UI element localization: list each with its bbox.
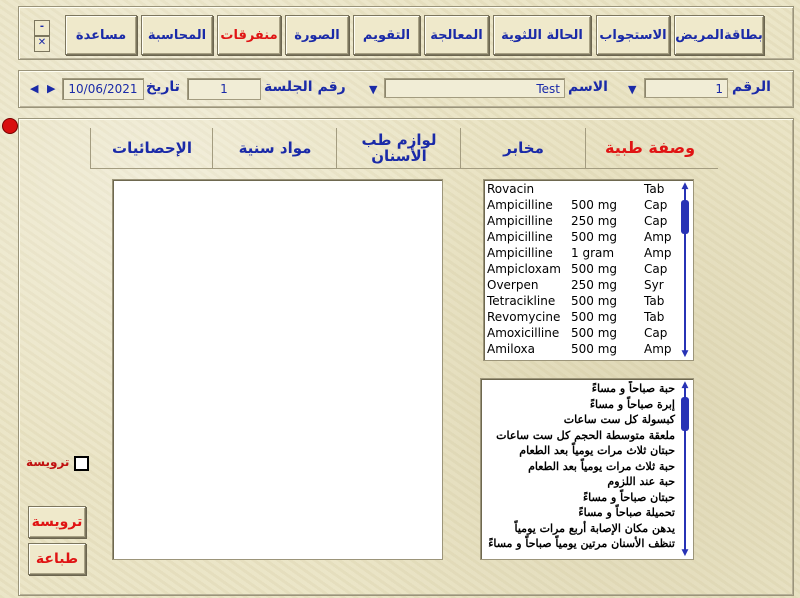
tab-dental-materials[interactable]: مواد سنية (212, 128, 337, 168)
drug-dose: 500 mg (571, 326, 618, 340)
drug-list-scrollbar[interactable] (679, 182, 691, 358)
date-field[interactable] (62, 78, 144, 100)
prescription-text-area[interactable] (112, 179, 443, 560)
dosage-list-item[interactable]: حبة عند اللزوم (607, 475, 675, 488)
drug-form: Amp (644, 230, 672, 244)
toolbar-btn-interrogation[interactable]: الاستجواب (596, 15, 670, 55)
dosage-list-item[interactable]: إبرة صباحاً و مساءً (589, 397, 675, 411)
print-button[interactable]: طباعة (28, 543, 86, 575)
drug-dose: 500 mg (571, 342, 618, 356)
number-label: الرقم (732, 79, 771, 95)
drug-list-item[interactable] (487, 310, 675, 326)
dosage-list-item[interactable]: ملعقة متوسطة الحجم كل ست ساعات (496, 428, 675, 442)
drug-list-item[interactable] (487, 294, 675, 310)
session-value: 1 (220, 82, 228, 96)
drug-list-item[interactable] (487, 246, 675, 262)
date-next-icon[interactable]: ▶ (47, 82, 56, 95)
drug-dose: 250 mg (571, 214, 618, 228)
drug-list-item[interactable] (487, 342, 675, 358)
number-field[interactable] (644, 78, 728, 98)
tab-dental-supplies[interactable]: لوازم طب الأسنان (336, 128, 461, 168)
scroll-thumb[interactable] (681, 200, 689, 234)
drug-name: Tetracikline (487, 294, 556, 308)
name-dropdown-icon[interactable]: ▼ (369, 83, 378, 96)
tab-prescription[interactable]: وصفة طبية (585, 128, 714, 168)
drug-dose: 500 mg (571, 294, 618, 308)
drug-name: Revomycine (487, 310, 561, 324)
drug-form: Tab (644, 294, 665, 308)
session-field[interactable] (187, 78, 261, 100)
date-prev-icon[interactable]: ◀ (30, 82, 39, 95)
drug-name: Ampicloxam (487, 262, 561, 276)
dosage-list-item[interactable]: حبتان ثلاث مرات يومياً بعد الطعام (519, 444, 675, 457)
dosage-list-item[interactable]: تحميلة صباحاً و مساءً (578, 506, 675, 519)
name-label: الاسم (568, 79, 608, 95)
dosage-list-item[interactable]: يدهن مكان الإصابة أربع مرات يومياً (514, 521, 675, 535)
dosage-list-item[interactable]: تنظف الأسنان مرتين يومياً صباحاً و مساءً (488, 537, 675, 550)
minimize-button[interactable]: - (34, 20, 50, 36)
drug-list-item[interactable] (487, 230, 675, 246)
drug-name: Ampicilline (487, 246, 553, 260)
drug-name: Ampicilline (487, 198, 553, 212)
drug-list-item[interactable] (487, 326, 675, 342)
header-button[interactable]: ترويسة (28, 506, 86, 538)
status-dot-icon (2, 118, 18, 134)
close-button[interactable]: ✕ (34, 36, 50, 52)
date-value: 10/06/2021 (68, 82, 138, 96)
tab-labs[interactable]: مخابر (460, 128, 586, 168)
drug-list-item[interactable] (487, 198, 675, 214)
toolbar-btn-patient-card[interactable]: بطاقةالمريض (674, 15, 764, 55)
drug-name: Overpen (487, 278, 539, 292)
dosage-list-item[interactable]: كبسولة كل ست ساعات (563, 413, 675, 426)
number-value: 1 (715, 82, 723, 96)
toolbar-btn-image[interactable]: الصورة (285, 15, 349, 55)
dosage-list-item[interactable]: حبة ثلاث مرات يومياً بعد الطعام (528, 459, 675, 473)
drug-name: Rovacin (487, 182, 535, 196)
scroll-down-icon[interactable]: ▼ (681, 349, 689, 359)
drug-dose: 1 gram (571, 246, 615, 260)
drug-dose: 250 mg (571, 278, 618, 292)
drug-form: Cap (644, 326, 668, 340)
scroll-thumb[interactable] (681, 397, 689, 431)
drug-dose: 500 mg (571, 262, 618, 276)
name-field[interactable] (384, 78, 565, 98)
drug-list-item[interactable] (487, 214, 675, 230)
dosage-list[interactable] (480, 378, 694, 560)
drug-list[interactable] (483, 179, 694, 361)
toolbar-btn-treatment[interactable]: المعالجة (424, 15, 489, 55)
drug-form: Cap (644, 214, 668, 228)
toolbar-btn-misc[interactable]: منفرقات (217, 15, 281, 55)
drug-name: Ampicilline (487, 230, 553, 244)
name-value: Test (536, 82, 560, 96)
drug-list-item[interactable] (487, 182, 675, 198)
drug-name: Ampicilline (487, 214, 553, 228)
dosage-list-item[interactable]: حبة صباحاً و مساءً (591, 382, 675, 395)
scroll-up-icon[interactable]: ▲ (681, 380, 689, 390)
drug-list-item[interactable] (487, 278, 675, 294)
drug-name: Amoxicilline (487, 326, 560, 340)
dosage-list-item[interactable]: حبتان صباحاً و مساءً (582, 490, 675, 504)
drug-dose: 500 mg (571, 310, 618, 324)
header-checkbox-label: ترويسة (26, 455, 70, 469)
drug-name: Amiloxa (487, 342, 535, 356)
date-label: تاريخ (146, 79, 180, 95)
scroll-up-icon[interactable]: ▲ (681, 181, 689, 191)
drug-form: Tab (644, 310, 665, 324)
drug-dose: 500 mg (571, 230, 618, 244)
toolbar-btn-periodontal[interactable]: الحالة اللثوية (493, 15, 591, 55)
drug-list-item[interactable] (487, 262, 675, 278)
toolbar-btn-help[interactable]: مساعدة (65, 15, 137, 55)
drug-form: Cap (644, 198, 668, 212)
toolbar-btn-accounting[interactable]: المحاسبة (141, 15, 213, 55)
drug-form: Syr (644, 278, 664, 292)
header-checkbox[interactable] (74, 456, 89, 471)
toolbar-btn-orthodontics[interactable]: التقويم (353, 15, 420, 55)
drug-dose: 500 mg (571, 198, 618, 212)
drug-form: Amp (644, 246, 672, 260)
tab-statistics[interactable]: الإحصائيات (90, 128, 213, 168)
scroll-down-icon[interactable]: ▼ (681, 548, 689, 558)
session-label: رقم الجلسة (264, 79, 346, 95)
number-dropdown-icon[interactable]: ▼ (628, 83, 637, 96)
drug-form: Tab (644, 182, 665, 196)
drug-form: Cap (644, 262, 668, 276)
dosage-list-scrollbar[interactable] (679, 381, 691, 557)
drug-form: Amp (644, 342, 672, 356)
